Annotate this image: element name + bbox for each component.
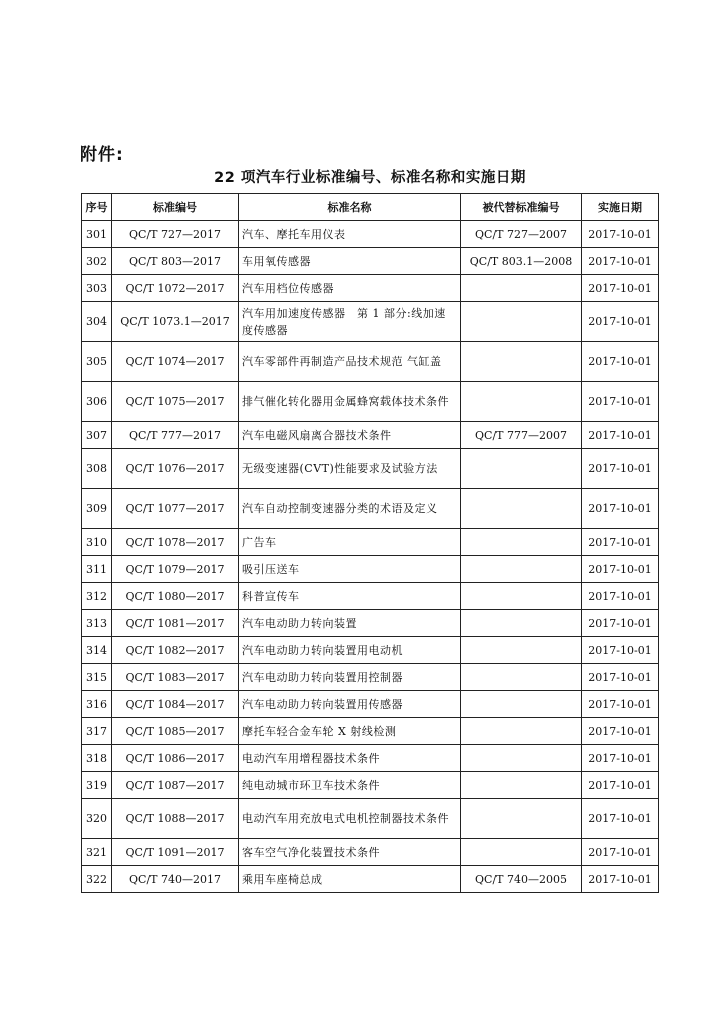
row-name: 无级变速器(CVT)性能要求及试验方法 [239, 449, 461, 489]
row-name: 汽车、摩托车用仪表 [239, 221, 461, 248]
row-date: 2017-10-01 [582, 866, 659, 893]
table-row [82, 275, 659, 302]
row-date: 2017-10-01 [582, 745, 659, 772]
table-row [82, 799, 659, 839]
row-seq: 309 [82, 489, 112, 529]
table-row [82, 382, 659, 422]
row-seq: 304 [82, 302, 112, 342]
row-name: 客车空气净化装置技术条件 [239, 839, 461, 866]
row-seq: 311 [82, 556, 112, 583]
row-replaces: QC/T 740—2005 [461, 866, 582, 893]
row-date: 2017-10-01 [582, 839, 659, 866]
row-date: 2017-10-01 [582, 583, 659, 610]
table-header [82, 194, 659, 221]
row-name: 汽车电动助力转向装置 [239, 610, 461, 637]
column-header-code: 标准编号 [112, 194, 239, 221]
row-seq: 310 [82, 529, 112, 556]
row-replaces [461, 583, 582, 610]
row-seq: 319 [82, 772, 112, 799]
row-code: QC/T 1084—2017 [112, 691, 239, 718]
row-date: 2017-10-01 [582, 422, 659, 449]
row-replaces [461, 610, 582, 637]
table-row [82, 248, 659, 275]
row-date: 2017-10-01 [582, 221, 659, 248]
table-row [82, 449, 659, 489]
row-name: 纯电动城市环卫车技术条件 [239, 772, 461, 799]
row-code: QC/T 1081—2017 [112, 610, 239, 637]
row-name: 车用氧传感器 [239, 248, 461, 275]
row-seq: 321 [82, 839, 112, 866]
row-code: QC/T 1075—2017 [112, 382, 239, 422]
table-row [82, 422, 659, 449]
row-date: 2017-10-01 [582, 382, 659, 422]
table-row [82, 610, 659, 637]
row-replaces [461, 449, 582, 489]
row-name: 汽车电磁风扇离合器技术条件 [239, 422, 461, 449]
row-code: QC/T 1085—2017 [112, 718, 239, 745]
row-replaces [461, 342, 582, 382]
header-row [82, 194, 659, 221]
row-date: 2017-10-01 [582, 610, 659, 637]
row-name: 广告车 [239, 529, 461, 556]
row-seq: 302 [82, 248, 112, 275]
row-code: QC/T 1088—2017 [112, 799, 239, 839]
table-row [82, 342, 659, 382]
row-date: 2017-10-01 [582, 637, 659, 664]
row-replaces [461, 637, 582, 664]
row-code: QC/T 1083—2017 [112, 664, 239, 691]
row-name: 吸引压送车 [239, 556, 461, 583]
row-name: 汽车用加速度传感器 第 1 部分:线加速度传感器 [239, 302, 461, 342]
table-body [82, 221, 659, 893]
row-name: 汽车零部件再制造产品技术规范 气缸盖 [239, 342, 461, 382]
row-code: QC/T 727—2017 [112, 221, 239, 248]
row-seq: 312 [82, 583, 112, 610]
row-date: 2017-10-01 [582, 529, 659, 556]
row-replaces [461, 772, 582, 799]
row-date: 2017-10-01 [582, 799, 659, 839]
row-code: QC/T 1073.1—2017 [112, 302, 239, 342]
row-code: QC/T 1074—2017 [112, 342, 239, 382]
column-header-name: 标准名称 [239, 194, 461, 221]
table-row [82, 556, 659, 583]
row-replaces: QC/T 803.1—2008 [461, 248, 582, 275]
row-replaces [461, 745, 582, 772]
row-code: QC/T 1072—2017 [112, 275, 239, 302]
row-seq: 306 [82, 382, 112, 422]
table-row [82, 866, 659, 893]
row-code: QC/T 1078—2017 [112, 529, 239, 556]
row-date: 2017-10-01 [582, 248, 659, 275]
row-seq: 314 [82, 637, 112, 664]
row-code: QC/T 777—2017 [112, 422, 239, 449]
row-code: QC/T 1080—2017 [112, 583, 239, 610]
row-seq: 318 [82, 745, 112, 772]
row-name: 科普宣传车 [239, 583, 461, 610]
row-replaces [461, 529, 582, 556]
row-code: QC/T 740—2017 [112, 866, 239, 893]
row-seq: 303 [82, 275, 112, 302]
table-row [82, 718, 659, 745]
table-row [82, 745, 659, 772]
row-code: QC/T 803—2017 [112, 248, 239, 275]
row-seq: 308 [82, 449, 112, 489]
row-date: 2017-10-01 [582, 302, 659, 342]
row-replaces [461, 691, 582, 718]
row-date: 2017-10-01 [582, 718, 659, 745]
table-row [82, 839, 659, 866]
row-name: 摩托车轻合金车轮 X 射线检测 [239, 718, 461, 745]
row-seq: 301 [82, 221, 112, 248]
row-name: 电动汽车用充放电式电机控制器技术条件 [239, 799, 461, 839]
attachment-label: 附件: [80, 145, 124, 165]
row-seq: 316 [82, 691, 112, 718]
row-code: QC/T 1087—2017 [112, 772, 239, 799]
row-code: QC/T 1077—2017 [112, 489, 239, 529]
row-name: 汽车用档位传感器 [239, 275, 461, 302]
document-title: 22 项汽车行业标准编号、标准名称和实施日期 [214, 170, 526, 186]
row-replaces [461, 556, 582, 583]
row-name: 汽车电动助力转向装置用电动机 [239, 637, 461, 664]
table-row [82, 664, 659, 691]
column-header-seq: 序号 [82, 194, 112, 221]
column-header-replaces: 被代替标准编号 [461, 194, 582, 221]
row-replaces [461, 799, 582, 839]
row-code: QC/T 1076—2017 [112, 449, 239, 489]
table-row [82, 691, 659, 718]
row-name: 汽车电动助力转向装置用传感器 [239, 691, 461, 718]
table-row [82, 583, 659, 610]
row-replaces [461, 839, 582, 866]
row-replaces [461, 664, 582, 691]
row-seq: 317 [82, 718, 112, 745]
row-name: 电动汽车用增程器技术条件 [239, 745, 461, 772]
row-replaces [461, 489, 582, 529]
row-date: 2017-10-01 [582, 772, 659, 799]
row-name: 汽车自动控制变速器分类的术语及定义 [239, 489, 461, 529]
table-row [82, 529, 659, 556]
row-name: 汽车电动助力转向装置用控制器 [239, 664, 461, 691]
row-seq: 313 [82, 610, 112, 637]
table-row [82, 221, 659, 248]
row-date: 2017-10-01 [582, 691, 659, 718]
table-row [82, 489, 659, 529]
standards-table [81, 193, 659, 893]
row-code: QC/T 1086—2017 [112, 745, 239, 772]
row-name: 排气催化转化器用金属蜂窝载体技术条件 [239, 382, 461, 422]
row-seq: 322 [82, 866, 112, 893]
column-header-date: 实施日期 [582, 194, 659, 221]
table-row [82, 772, 659, 799]
row-code: QC/T 1082—2017 [112, 637, 239, 664]
row-date: 2017-10-01 [582, 342, 659, 382]
row-date: 2017-10-01 [582, 489, 659, 529]
row-replaces [461, 275, 582, 302]
row-date: 2017-10-01 [582, 449, 659, 489]
row-date: 2017-10-01 [582, 275, 659, 302]
row-replaces: QC/T 727—2007 [461, 221, 582, 248]
row-replaces [461, 302, 582, 342]
row-seq: 320 [82, 799, 112, 839]
table-row [82, 302, 659, 342]
row-date: 2017-10-01 [582, 664, 659, 691]
row-replaces [461, 718, 582, 745]
row-seq: 315 [82, 664, 112, 691]
row-seq: 307 [82, 422, 112, 449]
row-replaces: QC/T 777—2007 [461, 422, 582, 449]
row-code: QC/T 1079—2017 [112, 556, 239, 583]
row-code: QC/T 1091—2017 [112, 839, 239, 866]
table-row [82, 637, 659, 664]
row-seq: 305 [82, 342, 112, 382]
row-name: 乘用车座椅总成 [239, 866, 461, 893]
row-date: 2017-10-01 [582, 556, 659, 583]
row-replaces [461, 382, 582, 422]
